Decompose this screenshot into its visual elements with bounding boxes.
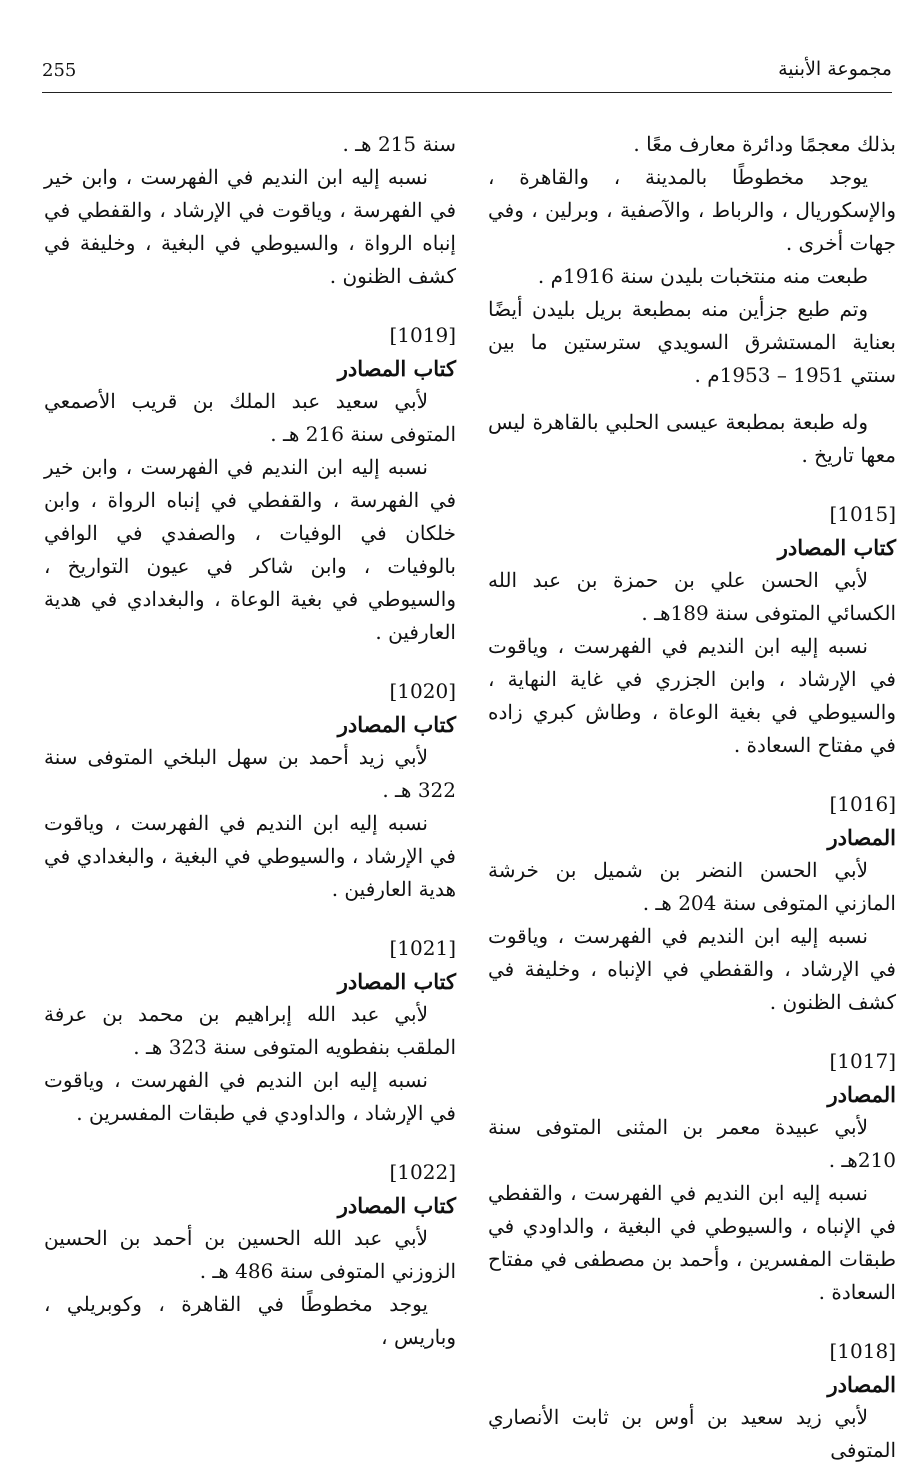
paragraph: طبعت منه منتخبات بليدن سنة 1916م . <box>537 264 868 288</box>
paragraph: لأبي زيد سعيد بن أوس بن ثابت الأنصاري المتوفى <box>488 1405 896 1462</box>
entry-1022 <box>44 1156 456 1354</box>
entry-title: المصادر <box>827 1082 896 1107</box>
paragraph: وتم طبع جزأين منه بمطبعة بريل بليدن أيضًا بعناية المستشرق السويدي سترستين ما بين سنتي 1951 – 1953م . <box>488 297 896 387</box>
paragraph: لأبي عبد الله الحسين بن أحمد بن الحسين الزوزني المتوفى سنة 486 هـ . <box>44 1226 456 1283</box>
paragraph: نسبه إليه ابن النديم في الفهرست ، وياقوت في الإرشاد ، والسيوطي في البغية ، والبغدادي في هدية العارفين . <box>44 811 456 901</box>
entry-number: [1017] <box>829 1049 896 1073</box>
paragraph: لأبي عبيدة معمر بن المثنى المتوفى سنة 210هـ . <box>488 1115 896 1172</box>
entry-number: [1015] <box>829 502 896 526</box>
entry-1016 <box>488 788 896 1019</box>
entry-1018 <box>488 1335 896 1467</box>
paragraph: وله طبعة بمطبعة عيسى الحلبي بالقاهرة ليس معها تاريخ . <box>488 410 896 467</box>
paragraph: نسبه إليه ابن النديم في الفهرست ، وياقوت في الإرشاد ، والداودي في طبقات المفسرين . <box>44 1068 456 1125</box>
entry-number: [1020] <box>389 679 456 703</box>
right-column <box>488 128 896 1467</box>
entry-number: [1019] <box>389 323 456 347</box>
entry-1019 <box>44 319 456 649</box>
entry-title: كتاب المصادر <box>337 969 456 994</box>
entry-number: [1018] <box>829 1339 896 1363</box>
left-column <box>44 128 456 1354</box>
paragraph: يوجد مخطوطًا في القاهرة ، وكوبريلي ، وباريس ، <box>44 1292 456 1349</box>
paragraph: لأبي سعيد عبد الملك بن قريب الأصمعي المتوفى سنة 216 هـ . <box>44 389 456 446</box>
paragraph: لأبي الحسن النضر بن شميل بن خرشة المازني المتوفى سنة 204 هـ . <box>488 858 896 915</box>
paragraph: بذلك معجمًا ودائرة معارف معًا . <box>633 132 896 156</box>
paragraph: نسبه إليه ابن النديم في الفهرست ، وابن خير في الفهرسة ، والقفطي في إنباه الرواة ، وابن خلكان في الوفيات ، والصفدي في الوافي بالوفيات ، وابن شاكر في عيون التواريخ ، والسيوطي في بغية الوعاة ، والبغدادي في هدية العارفين . <box>44 455 456 644</box>
paragraph: نسبه إليه ابن النديم في الفهرست ، والقفطي في الإنباه ، والسيوطي في البغية ، والداودي في طبقات المفسرين ، وأحمد بن مصطفى في مفتاح السعادة . <box>488 1181 896 1304</box>
running-title: مجموعة الأبنية <box>778 58 892 80</box>
entry-title: كتاب المصادر <box>337 1193 456 1218</box>
paragraph: يوجد مخطوطًا بالمدينة ، والقاهرة ، والإسكوريال ، والرباط ، والآصفية ، وبرلين ، وفي جهات أخرى . <box>488 165 896 255</box>
paragraph: لأبي الحسن علي بن حمزة بن عبد الله الكسائي المتوفى سنة 189هـ . <box>488 568 896 625</box>
entry-title: كتاب المصادر <box>777 535 896 560</box>
entry-1020 <box>44 675 456 906</box>
entry-1021 <box>44 932 456 1130</box>
entry-number: [1022] <box>389 1160 456 1184</box>
paragraph: سنة 215 هـ . <box>342 132 456 156</box>
page-number: 255 <box>42 60 77 81</box>
paragraph: نسبه إليه ابن النديم في الفهرست ، وابن خير في الفهرسة ، وياقوت في الإرشاد ، والقفطي في إنباه الرواة ، والسيوطي في البغية ، وخليفة في كشف الظنون . <box>44 165 456 288</box>
entry-1015 <box>488 498 896 762</box>
entry-number: [1016] <box>829 792 896 816</box>
entry-title: المصادر <box>827 1372 896 1397</box>
paragraph: نسبه إليه ابن النديم في الفهرست ، وياقوت في الإرشاد ، وابن الجزري في غاية النهاية ، والسيوطي في بغية الوعاة ، وطاش كبري زاده في مفتاح السعادة . <box>488 634 896 757</box>
entry-title: المصادر <box>827 825 896 850</box>
paragraph: نسبه إليه ابن النديم في الفهرست ، وياقوت في الإرشاد ، والقفطي في الإنباه ، وخليفة في كشف الظنون . <box>488 924 896 1014</box>
entry-title: كتاب المصادر <box>337 356 456 381</box>
page-header <box>42 56 892 93</box>
entry-title: كتاب المصادر <box>337 712 456 737</box>
paragraph: لأبي زيد أحمد بن سهل البلخي المتوفى سنة 322 هـ . <box>44 745 456 802</box>
entry-number: [1021] <box>389 936 456 960</box>
entry-1017 <box>488 1045 896 1309</box>
paragraph: لأبي عبد الله إبراهيم بن محمد بن عرفة الملقب بنفطويه المتوفى سنة 323 هـ . <box>44 1002 456 1059</box>
